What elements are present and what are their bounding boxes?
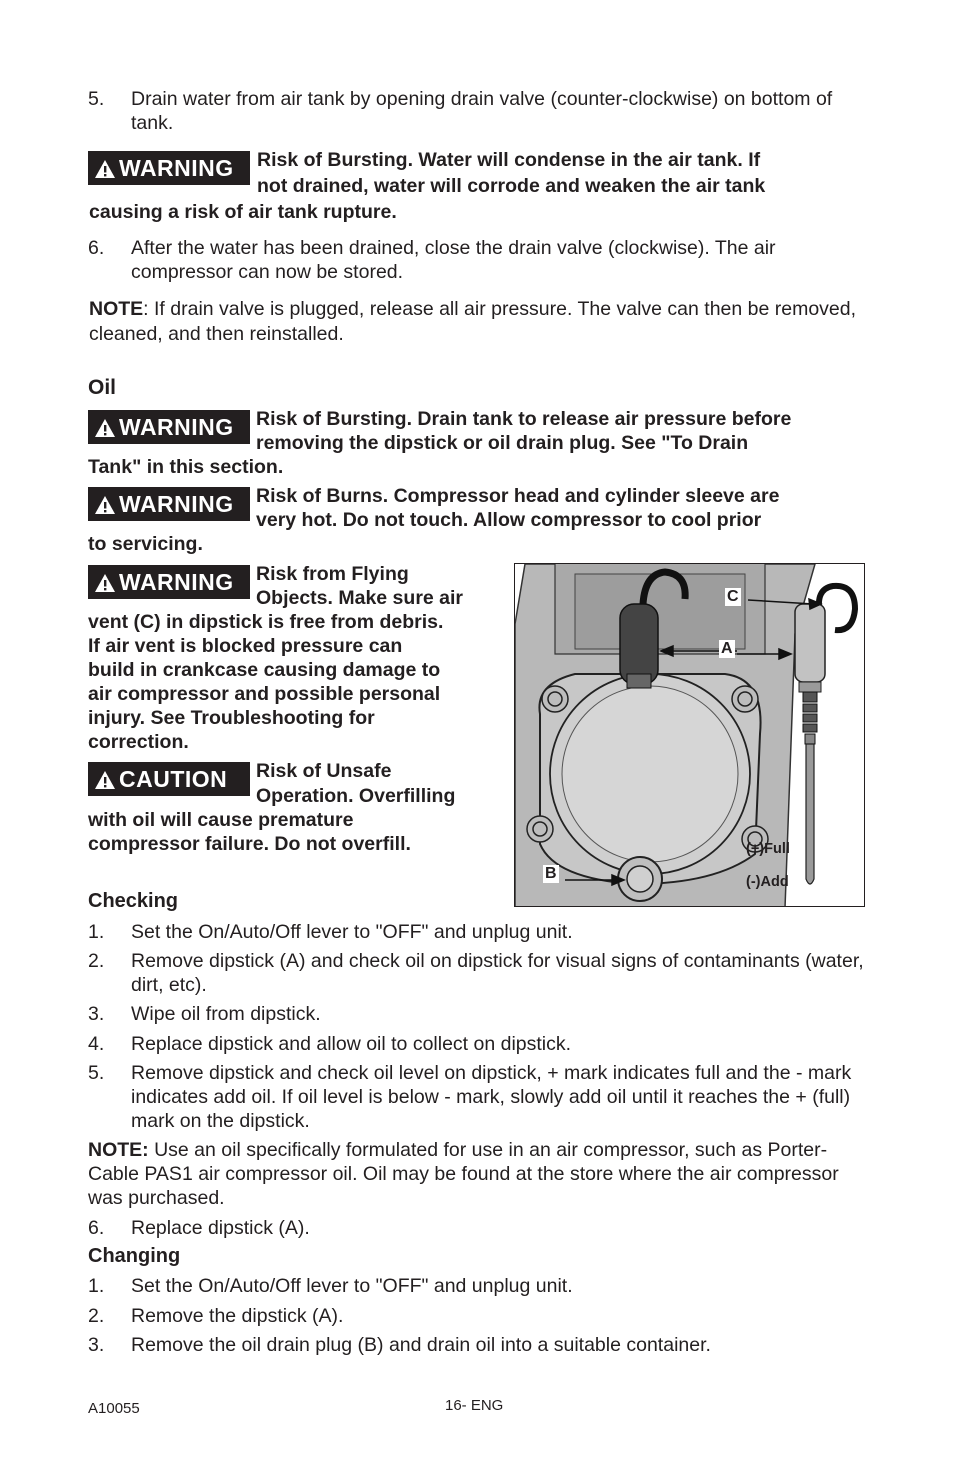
warning-flying-rest-6: correction. [88, 731, 189, 753]
step-number: 4. [88, 1033, 105, 1055]
figure-label-b: B [545, 865, 557, 882]
step-text: Remove dipstick (A) and check oil on dipstick for visual signs of contaminants (water, dirt, etc). [131, 950, 864, 996]
compressor-illustration [515, 564, 865, 907]
changing-heading: Changing [88, 1245, 181, 1267]
warning-triangle-icon [94, 573, 116, 593]
step-number: 5. [88, 1062, 105, 1084]
caution-label: CAUTION [119, 766, 228, 792]
step-number: 2. [88, 1305, 105, 1327]
step-number: 5. [88, 88, 105, 110]
warning-tank-line2: not drained, water will corrode and weaken the air tank [257, 175, 766, 197]
warning-triangle-icon [94, 495, 116, 515]
warning-triangle-icon [94, 770, 116, 790]
step-text: After the water has been drained, close the drain valve (clockwise). The air compressor can now be stored. [131, 237, 776, 283]
warning-label: WARNING [119, 491, 234, 517]
caution-line2: Operation. Overfilling [256, 785, 456, 807]
step-text: Replace dipstick (A). [131, 1217, 310, 1239]
warning-badge [88, 565, 250, 599]
note-label: NOTE: [88, 1139, 149, 1161]
step-text: Remove dipstick and check oil level on dipstick, + mark indicates full and the - mark indicates add oil. If oil level is below - mark, slowly add oil until it reaches the + (full) mark on the dipstick. [131, 1062, 852, 1132]
step-text: Remove the dipstick (A). [131, 1305, 344, 1327]
figure-label-c: C [727, 588, 739, 605]
warning-flying-rest-1: vent (C) in dipstick is free from debris. [88, 611, 444, 633]
checking-step [88, 1002, 878, 1026]
compressor-dipstick-figure [514, 563, 865, 907]
figure-label-add: (-)Add [746, 874, 789, 890]
warning-burns-line2: very hot. Do not touch. Allow compressor to cool prior [256, 509, 762, 531]
step-number: 1. [88, 1275, 105, 1297]
step-number: 2. [88, 950, 105, 972]
warning-bursting-line3: Tank" in this section. [88, 456, 284, 478]
step-text: Wipe oil from dipstick. [131, 1003, 321, 1025]
step-number: 3. [88, 1003, 105, 1025]
step-text: Set the On/Auto/Off lever to "OFF" and unplug unit. [131, 1275, 573, 1297]
step-number: 1. [88, 921, 105, 943]
oil-heading: Oil [88, 376, 117, 399]
warning-burns-line3: to servicing. [88, 533, 203, 555]
step-number: 6. [88, 1217, 105, 1239]
step-close-valve [88, 236, 878, 284]
changing-step [88, 1333, 878, 1357]
step-number: 3. [88, 1334, 105, 1356]
warning-tank-line1: Risk of Bursting. Water will condense in the air tank. If [257, 149, 761, 171]
warning-badge [88, 487, 250, 521]
warning-bursting-line2: removing the dipstick or oil drain plug. See "To Drain [256, 432, 749, 454]
warning-tank-line3: causing a risk of air tank rupture. [89, 201, 397, 223]
footer-page-number: 16- ENG [445, 1397, 504, 1414]
changing-step [88, 1304, 878, 1328]
step-text: Remove the oil drain plug (B) and drain oil into a suitable container. [131, 1334, 711, 1356]
figure-label-a: A [721, 640, 733, 657]
checking-step [88, 1032, 878, 1056]
warning-label: WARNING [119, 414, 234, 440]
note-text: : If drain valve is plugged, release all air pressure. The valve can then be removed, cleaned, and then reinstalled. [89, 298, 857, 345]
note-plugged-valve [89, 297, 879, 347]
warning-flying-line1: Risk from Flying [256, 563, 409, 585]
caution-badge [88, 762, 250, 796]
checking-step [88, 1216, 878, 1240]
caution-line4: compressor failure. Do not overfill. [88, 833, 411, 855]
warning-bursting-line1: Risk of Bursting. Drain tank to release air pressure before [256, 408, 792, 430]
changing-step [88, 1274, 878, 1298]
note-label: NOTE [89, 298, 144, 320]
checking-step [88, 949, 878, 997]
checking-step [88, 1061, 878, 1133]
warning-triangle-icon [94, 159, 116, 179]
warning-label: WARNING [119, 569, 234, 595]
step-text: Drain water from air tank by opening drain valve (counter-clockwise) on bottom of tank. [131, 88, 833, 134]
step-number: 6. [88, 237, 105, 259]
warning-flying-rest-2: If air vent is blocked pressure can [88, 635, 403, 657]
warning-flying-rest-4: air compressor and possible personal [88, 683, 441, 705]
warning-flying-rest-3: build in crankcase causing damage to [88, 659, 441, 681]
caution-line1: Risk of Unsafe [256, 760, 392, 782]
step-drain-water [88, 87, 878, 135]
warning-flying-line2: Objects. Make sure air [256, 587, 464, 609]
warning-badge [88, 410, 250, 444]
warning-label: WARNING [119, 155, 234, 181]
note-oil-type [88, 1138, 878, 1210]
footer-doc-id: A10055 [88, 1400, 140, 1417]
warning-triangle-icon [94, 418, 116, 438]
step-text: Replace dipstick and allow oil to collect on dipstick. [131, 1033, 572, 1055]
step-text: Set the On/Auto/Off lever to "OFF" and unplug unit. [131, 921, 573, 943]
checking-step [88, 920, 878, 944]
warning-badge [88, 151, 250, 185]
checking-heading: Checking [88, 890, 179, 912]
warning-flying-rest-5: injury. See Troubleshooting for [88, 707, 375, 729]
note-text: Use an oil specifically formulated for use in an air compressor, such as Porter-Cable PAS1 air compressor oil. Oil may be found at the store where the air compressor was purchased. [88, 1139, 839, 1209]
caution-line3: with oil will cause premature [88, 809, 354, 831]
warning-burns-line1: Risk of Burns. Compressor head and cylinder sleeve are [256, 485, 780, 507]
figure-label-full: (+)Full [746, 841, 790, 857]
